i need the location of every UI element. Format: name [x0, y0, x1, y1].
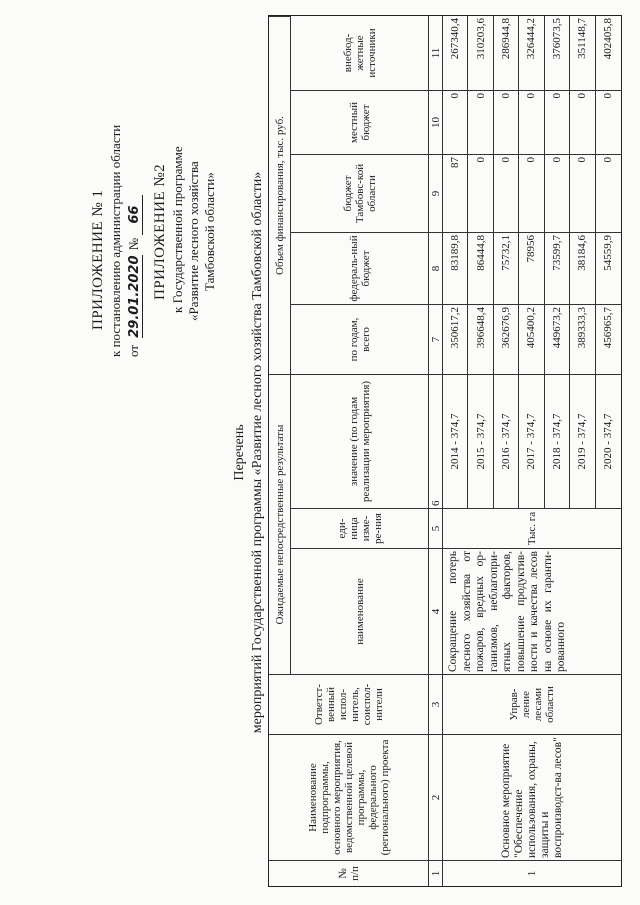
measure-executor: Управ-ление лесами области [443, 674, 621, 734]
col-number: 5 [429, 508, 443, 548]
year-total: 362676,9 [494, 304, 519, 374]
finance-group-header: Объем финансирования, тыс. руб. [269, 16, 291, 374]
col-header-total: по годам, всего [291, 304, 429, 374]
annex1-date-line [126, 195, 143, 357]
year-federal: 83189,8 [443, 232, 468, 304]
year-regional: 0 [494, 154, 519, 232]
year-total: 405400,2 [519, 304, 544, 374]
annex2-line1: к Государственной программе [170, 146, 185, 313]
annex1-from-label: от [126, 344, 141, 357]
year-local: 0 [468, 90, 493, 154]
col-number: 6 [429, 374, 443, 508]
annex1-date: 29.01.2020 [127, 255, 142, 338]
measure-name: Основное мероприятие "Обеспечение использования, охраны, защиты и воспроизводст-ва лесов" [443, 734, 621, 860]
year-total: 449673,2 [545, 304, 570, 374]
col-number: 11 [429, 16, 443, 90]
year-local: 0 [545, 90, 570, 154]
measure-result: Сокращение потерь лесного хозяйства от пожаров, вредных ор-ганизмов, неблагопри-ятных факторов, повышение продуктив-ности и качества лесов на основе их гаранти-рованного [443, 548, 621, 674]
year-federal: 78956 [519, 232, 544, 304]
year-extra: 351148,7 [570, 16, 595, 90]
year-federal: 38184,6 [570, 232, 595, 304]
document-subtitle: мероприятий Государственной программы «Развитие лесного хозяйства Тамбовской области» [250, 171, 265, 734]
annex1-number: 66 [127, 195, 143, 235]
annex1-no-label: № [126, 237, 141, 251]
col-header-value: значение (по годам реализации мероприятия) [291, 374, 429, 508]
year-local: 0 [494, 90, 519, 154]
col-header-executor: Ответст-венный испол-нитель, соиспол-нители [269, 674, 429, 734]
row-number: 1 [443, 860, 621, 886]
year-value: 2019 - 374,7 [570, 374, 595, 508]
year-regional: 0 [519, 154, 544, 232]
results-group-header: Ожидаемые непосредственные результаты [269, 374, 291, 674]
year-federal: 54559,9 [596, 232, 621, 304]
annex2-line2: «Развитие лесного хозяйства [186, 161, 201, 321]
col-number: 10 [429, 90, 443, 154]
year-total: 396648,4 [468, 304, 493, 374]
col-number: 9 [429, 154, 443, 232]
col-number: 2 [429, 734, 443, 860]
col-header-unit: еди-ница изме-ре-ния [291, 508, 429, 548]
col-number: 8 [429, 232, 443, 304]
year-local: 0 [570, 90, 595, 154]
year-extra: 286944,8 [494, 16, 519, 90]
document-title: Перечень [232, 424, 247, 481]
year-federal: 73599,7 [545, 232, 570, 304]
year-value: 2020 - 374,7 [596, 374, 621, 508]
year-extra: 402405,8 [602, 18, 615, 60]
annex1-subtitle: к постановлению администрации области [108, 124, 123, 357]
year-value: 2017 - 374,7 [519, 374, 544, 508]
col-header-name: Наименование подпрограммы, основного мероприятия, ведомственной целевой программы, федерального (регионального) проекта [269, 734, 429, 860]
col-header-no: № п/п [269, 860, 429, 886]
year-regional: 0 [545, 154, 570, 232]
col-number: 3 [429, 674, 443, 734]
year-value: 2018 - 374,7 [545, 374, 570, 508]
year-value: 2014 - 374,7 [443, 374, 468, 508]
year-federal: 75732,1 [494, 232, 519, 304]
annex2-line3: Тамбовской области» [202, 172, 217, 291]
measures-table [268, 15, 622, 887]
col-header-extra: внебюд-жетные источники [291, 16, 429, 90]
col-number: 4 [429, 548, 443, 674]
year-total: 456965,7 [596, 304, 621, 374]
col-header-result-name: наименование [291, 548, 429, 674]
year-extra: 376073,5 [545, 16, 570, 90]
year-extra: 326444,2 [519, 16, 544, 90]
year-extra: 267340,4 [443, 16, 468, 90]
col-number: 1 [429, 860, 443, 886]
col-header-local: местный бюджет [291, 90, 429, 154]
annex1-title: ПРИЛОЖЕНИЕ № 1 [90, 189, 106, 330]
col-header-federal: федераль-ный бюджет [291, 232, 429, 304]
year-local: 0 [596, 90, 621, 154]
col-number: 7 [429, 304, 443, 374]
year-value: 2015 - 374,7 [468, 374, 493, 508]
year-federal: 86444,8 [468, 232, 493, 304]
year-regional: 87 [443, 154, 468, 232]
year-total: 350617,2 [443, 304, 468, 374]
col-header-regional: бюджет Тамбовс-кой области [291, 154, 429, 232]
year-value: 2016 - 374,7 [494, 374, 519, 508]
year-local: 0 [443, 90, 468, 154]
year-local: 0 [519, 90, 544, 154]
annex2-title: ПРИЛОЖЕНИЕ №2 [152, 163, 168, 300]
year-total: 389333,3 [570, 304, 595, 374]
year-regional: 0 [570, 154, 595, 232]
year-regional: 0 [468, 154, 493, 232]
year-extra: 310203,6 [468, 16, 493, 90]
measure-unit: Тыс. га [443, 508, 621, 548]
year-regional: 0 [596, 154, 621, 232]
